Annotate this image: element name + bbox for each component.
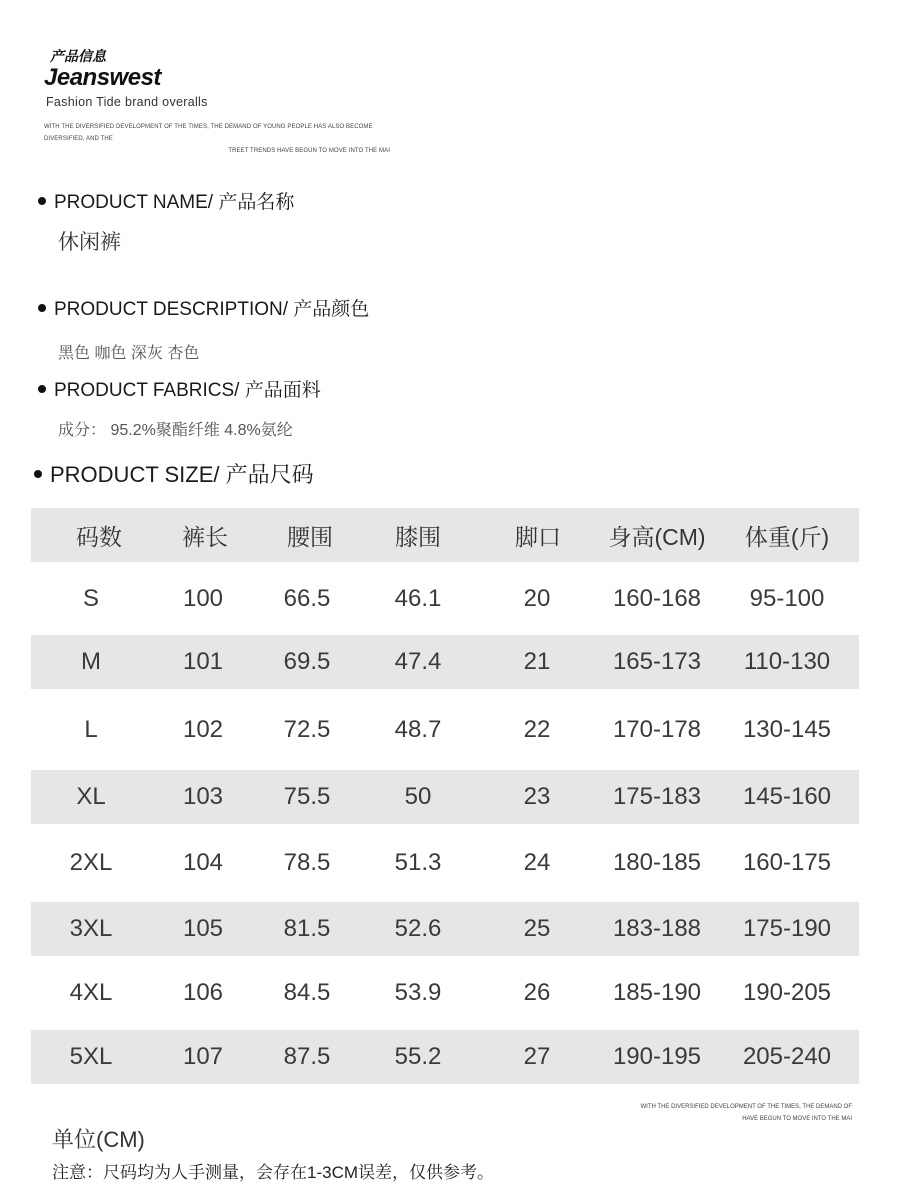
table-row xyxy=(31,956,859,1030)
cell-waist: 84.5 xyxy=(283,979,331,1006)
header-height: 身高(CM) xyxy=(608,523,706,550)
header-hem: 脚口 xyxy=(515,523,561,550)
cell-hem: 24 xyxy=(523,849,551,876)
cell-weight: 95-100 xyxy=(749,584,825,612)
header-waist: 腰围 xyxy=(287,523,333,550)
brand-fine-line-1: WITH THE DIVERSIFIED DEVELOPMENT OF THE TIMES, THE DEMAND OF YOUNG PEOPLE HAS ALSO BECOME DIVERSIFIED, AND THE xyxy=(44,124,373,142)
footer-fine-line-2: HAVE BEGUN TO MOVE INTO THE MAI xyxy=(742,1116,852,1122)
cell-weight: 205-240 xyxy=(742,1043,832,1070)
brand-fine-line-2: TREET TRENDS HAVE BEGUN TO MOVE INTO THE MAI xyxy=(228,148,390,154)
cell-weight: 175-190 xyxy=(742,915,832,942)
cell-knee: 47.4 xyxy=(394,648,442,675)
product-fabrics-value: 成分： 95.2%聚酯纤维 4.8%氨纶 xyxy=(58,422,293,439)
product-info-label: 产品信息 xyxy=(50,48,106,64)
cell-height: 170-178 xyxy=(612,715,702,743)
cell-length: 102 xyxy=(182,715,224,743)
cell-height: 183-188 xyxy=(612,915,702,942)
cell-size: XL xyxy=(76,783,106,810)
cell-knee: 55.2 xyxy=(394,1043,442,1070)
cell-length: 105 xyxy=(182,915,224,942)
cell-length: 104 xyxy=(182,849,224,876)
cell-waist: 75.5 xyxy=(283,783,331,810)
footer-fine-line-1: WITH THE DIVERSIFIED DEVELOPMENT OF THE TIMES, THE DEMAND OF xyxy=(640,1104,852,1110)
cell-height: 160-168 xyxy=(612,584,702,612)
bullet-icon xyxy=(38,197,46,205)
cell-knee: 50 xyxy=(404,783,432,810)
cell-waist: 69.5 xyxy=(283,648,331,675)
cell-knee: 46.1 xyxy=(394,584,442,612)
cell-weight: 130-145 xyxy=(742,715,832,743)
cell-weight: 190-205 xyxy=(742,979,832,1006)
cell-weight: 110-130 xyxy=(743,648,831,675)
table-row xyxy=(31,635,859,689)
cell-height: 185-190 xyxy=(612,979,702,1006)
cell-size: S xyxy=(82,584,99,612)
header-weight: 体重(斤) xyxy=(744,523,830,550)
table-row xyxy=(31,562,859,635)
cell-size: 3XL xyxy=(69,915,113,942)
product-name-heading-text: PRODUCT NAME/ 产品名称 xyxy=(54,192,295,213)
bullet-icon xyxy=(34,470,42,478)
footer-fine-print xyxy=(620,1101,852,1125)
product-size-heading-text: PRODUCT SIZE/ 产品尺码 xyxy=(50,462,314,487)
product-description-heading-text: PRODUCT DESCRIPTION/ 产品颜色 xyxy=(54,299,370,320)
cell-waist: 87.5 xyxy=(283,1043,331,1070)
table-row xyxy=(31,770,859,824)
cell-height: 180-185 xyxy=(612,849,702,876)
table-row xyxy=(31,902,859,956)
product-colors-value: 黑色 咖色 深灰 杏色 xyxy=(58,345,200,362)
bullet-icon xyxy=(38,304,46,312)
cell-waist: 66.5 xyxy=(283,584,331,612)
cell-length: 101 xyxy=(182,648,224,675)
brand-tagline: Fashion Tide brand overalls xyxy=(46,95,208,109)
table-row xyxy=(31,689,859,770)
cell-size: M xyxy=(81,648,101,675)
cell-hem: 22 xyxy=(523,715,551,743)
cell-hem: 27 xyxy=(523,1043,551,1070)
cell-height: 175-183 xyxy=(612,783,702,810)
cell-height: 190-195 xyxy=(612,1043,702,1070)
cell-length: 103 xyxy=(182,783,224,810)
cell-size: 5XL xyxy=(69,1043,113,1070)
header-knee: 膝围 xyxy=(395,523,441,550)
cell-length: 107 xyxy=(182,1043,224,1070)
product-name-heading xyxy=(38,187,294,214)
brand-fine-print xyxy=(44,121,394,157)
header-length: 裤长 xyxy=(182,523,228,550)
product-fabrics-heading xyxy=(38,375,321,402)
cell-size: 2XL xyxy=(69,849,113,876)
product-size-heading xyxy=(34,458,314,489)
size-table-header-row xyxy=(31,508,859,562)
cell-hem: 21 xyxy=(523,648,551,675)
cell-hem: 23 xyxy=(523,783,551,810)
cell-length: 100 xyxy=(182,584,224,612)
cell-length: 106 xyxy=(182,979,224,1006)
table-row xyxy=(31,824,859,902)
cell-size: 4XL xyxy=(69,979,113,1006)
cell-waist: 78.5 xyxy=(283,849,331,876)
cell-weight: 160-175 xyxy=(742,849,832,876)
bullet-icon xyxy=(38,385,46,393)
cell-size: L xyxy=(84,715,98,743)
cell-height: 165-173 xyxy=(612,648,702,675)
header-size: 码数 xyxy=(76,523,122,550)
cell-hem: 25 xyxy=(523,915,551,942)
cell-weight: 145-160 xyxy=(742,783,832,810)
product-description-heading xyxy=(38,294,369,321)
cell-hem: 20 xyxy=(523,584,551,612)
cell-knee: 52.6 xyxy=(394,915,442,942)
cell-hem: 26 xyxy=(523,979,551,1006)
size-table xyxy=(31,508,859,1084)
cell-knee: 53.9 xyxy=(394,979,442,1006)
cell-knee: 48.7 xyxy=(394,715,442,743)
product-name-value: 休闲裤 xyxy=(58,231,121,254)
table-row xyxy=(31,1030,859,1084)
unit-label: 单位(CM) xyxy=(52,1127,145,1152)
cell-knee: 51.3 xyxy=(394,849,442,876)
brand-logo: Jeanswest xyxy=(44,64,161,91)
product-fabrics-heading-text: PRODUCT FABRICS/ 产品面料 xyxy=(54,380,321,401)
cell-waist: 72.5 xyxy=(283,715,331,743)
measurement-note: 注意：尺码均为人手测量，会存在1-3CM误差，仅供参考。 xyxy=(52,1163,495,1182)
cell-waist: 81.5 xyxy=(283,915,331,942)
